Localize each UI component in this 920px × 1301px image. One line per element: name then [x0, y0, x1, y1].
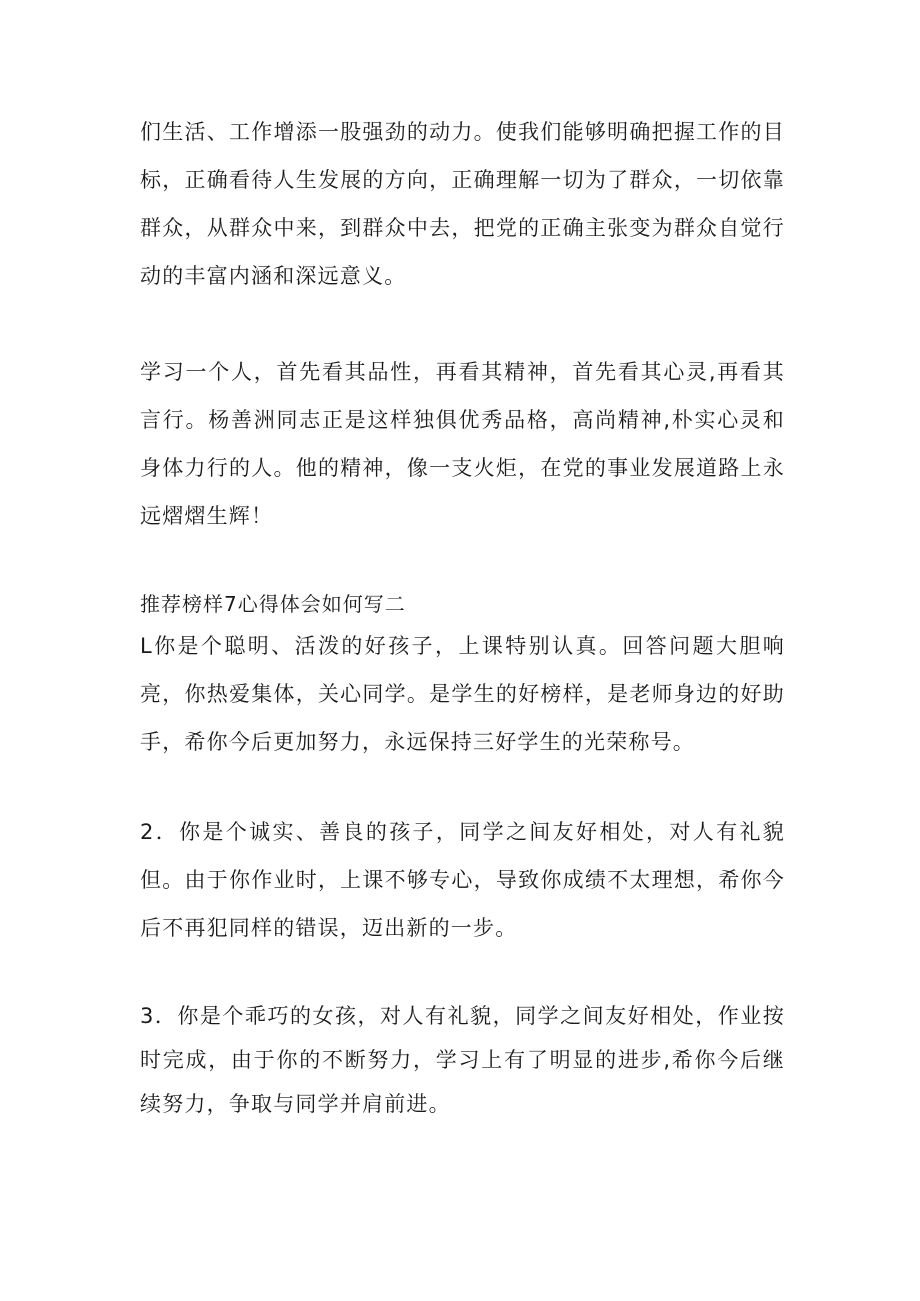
list-item-1: L你是个聪明、活泼的好孩子，上课特别认真。回答问题大胆响亮，你热爱集体，关心同学。是学生的好榜样，是老师身边的好助手，希你今后更加努力，永远保持三好学生的光荣称号。	[140, 634, 785, 754]
paragraph-intro: 们生活、工作增添一股强劲的动力。使我们能够明确把握工作的目标，正确看待人生发展的方向，正确理解一切为了群众，一切依靠群众，从群众中来，到群众中去，把党的正确主张变为群众自觉行动的丰富内涵和深远意义。	[140, 120, 785, 288]
section-heading: 推荐榜样7心得体会如何写二	[140, 592, 406, 616]
list-item-2: 2．你是个诚实、善良的孩子，同学之间友好相处，对人有礼貌但。由于你作业时，上课不够专心，导致你成绩不太理想，希你今后不再犯同样的错误，迈出新的一步。	[140, 820, 785, 940]
paragraph-yang-shanzhou: 学习一个人，首先看其品性，再看其精神，首先看其心灵,再看其言行。杨善洲同志正是这样独俱优秀品格，高尚精神,朴实心灵和身体力行的人。他的精神，像一支火炬，在党的事业发展道路上永远熠熠生辉！	[140, 360, 785, 528]
list-item-3: 3．你是个乖巧的女孩，对人有礼貌，同学之间友好相处，作业按时完成，由于你的不断努力，学习上有了明显的进步,希你今后继续努力，争取与同学并肩前进。	[140, 1004, 785, 1116]
document-body	[140, 108, 785, 1126]
